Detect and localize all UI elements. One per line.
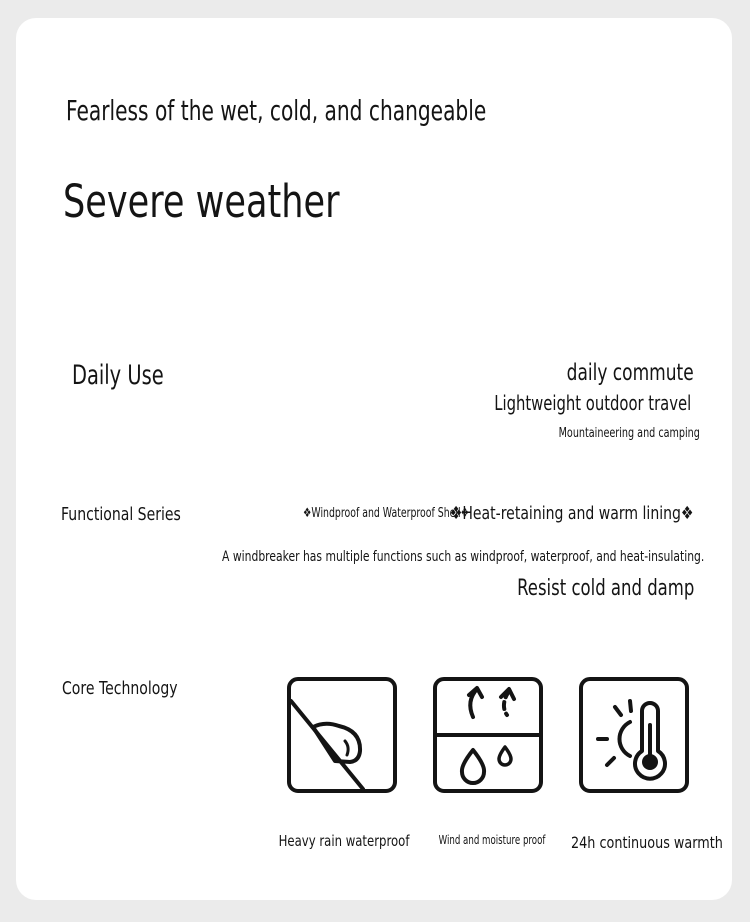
thermometer-sun-icon (579, 677, 689, 793)
core-technology-label: Core Technology (62, 678, 178, 699)
functional-description: A windbreaker has multiple functions such as windproof, waterproof, and heat-insulating. (221, 549, 704, 565)
feature-caption: Heavy rain waterproof (278, 832, 410, 850)
feature-shell: ❖Windproof and Waterproof Shell❖ (303, 506, 470, 521)
headline: Fearless of the wet, cold, and changeable (66, 94, 487, 127)
wind-moisture-icon (433, 677, 543, 793)
page-title: Severe weather (63, 175, 340, 228)
daily-use-item: daily commute (566, 360, 694, 386)
daily-use-item: Mountaineering and camping (558, 426, 700, 441)
functional-tagline: Resist cold and damp (516, 576, 694, 601)
feature-lining: ❖Heat-retaining and warm lining❖ (450, 503, 694, 524)
feature-caption: Wind and moisture proof (438, 833, 546, 847)
feature-caption: 24h continuous warmth (571, 833, 723, 852)
functional-series-label: Functional Series (61, 504, 181, 525)
daily-use-label: Daily Use (72, 360, 164, 391)
rain-shield-icon (287, 677, 397, 793)
daily-use-item: Lightweight outdoor travel (493, 391, 691, 415)
